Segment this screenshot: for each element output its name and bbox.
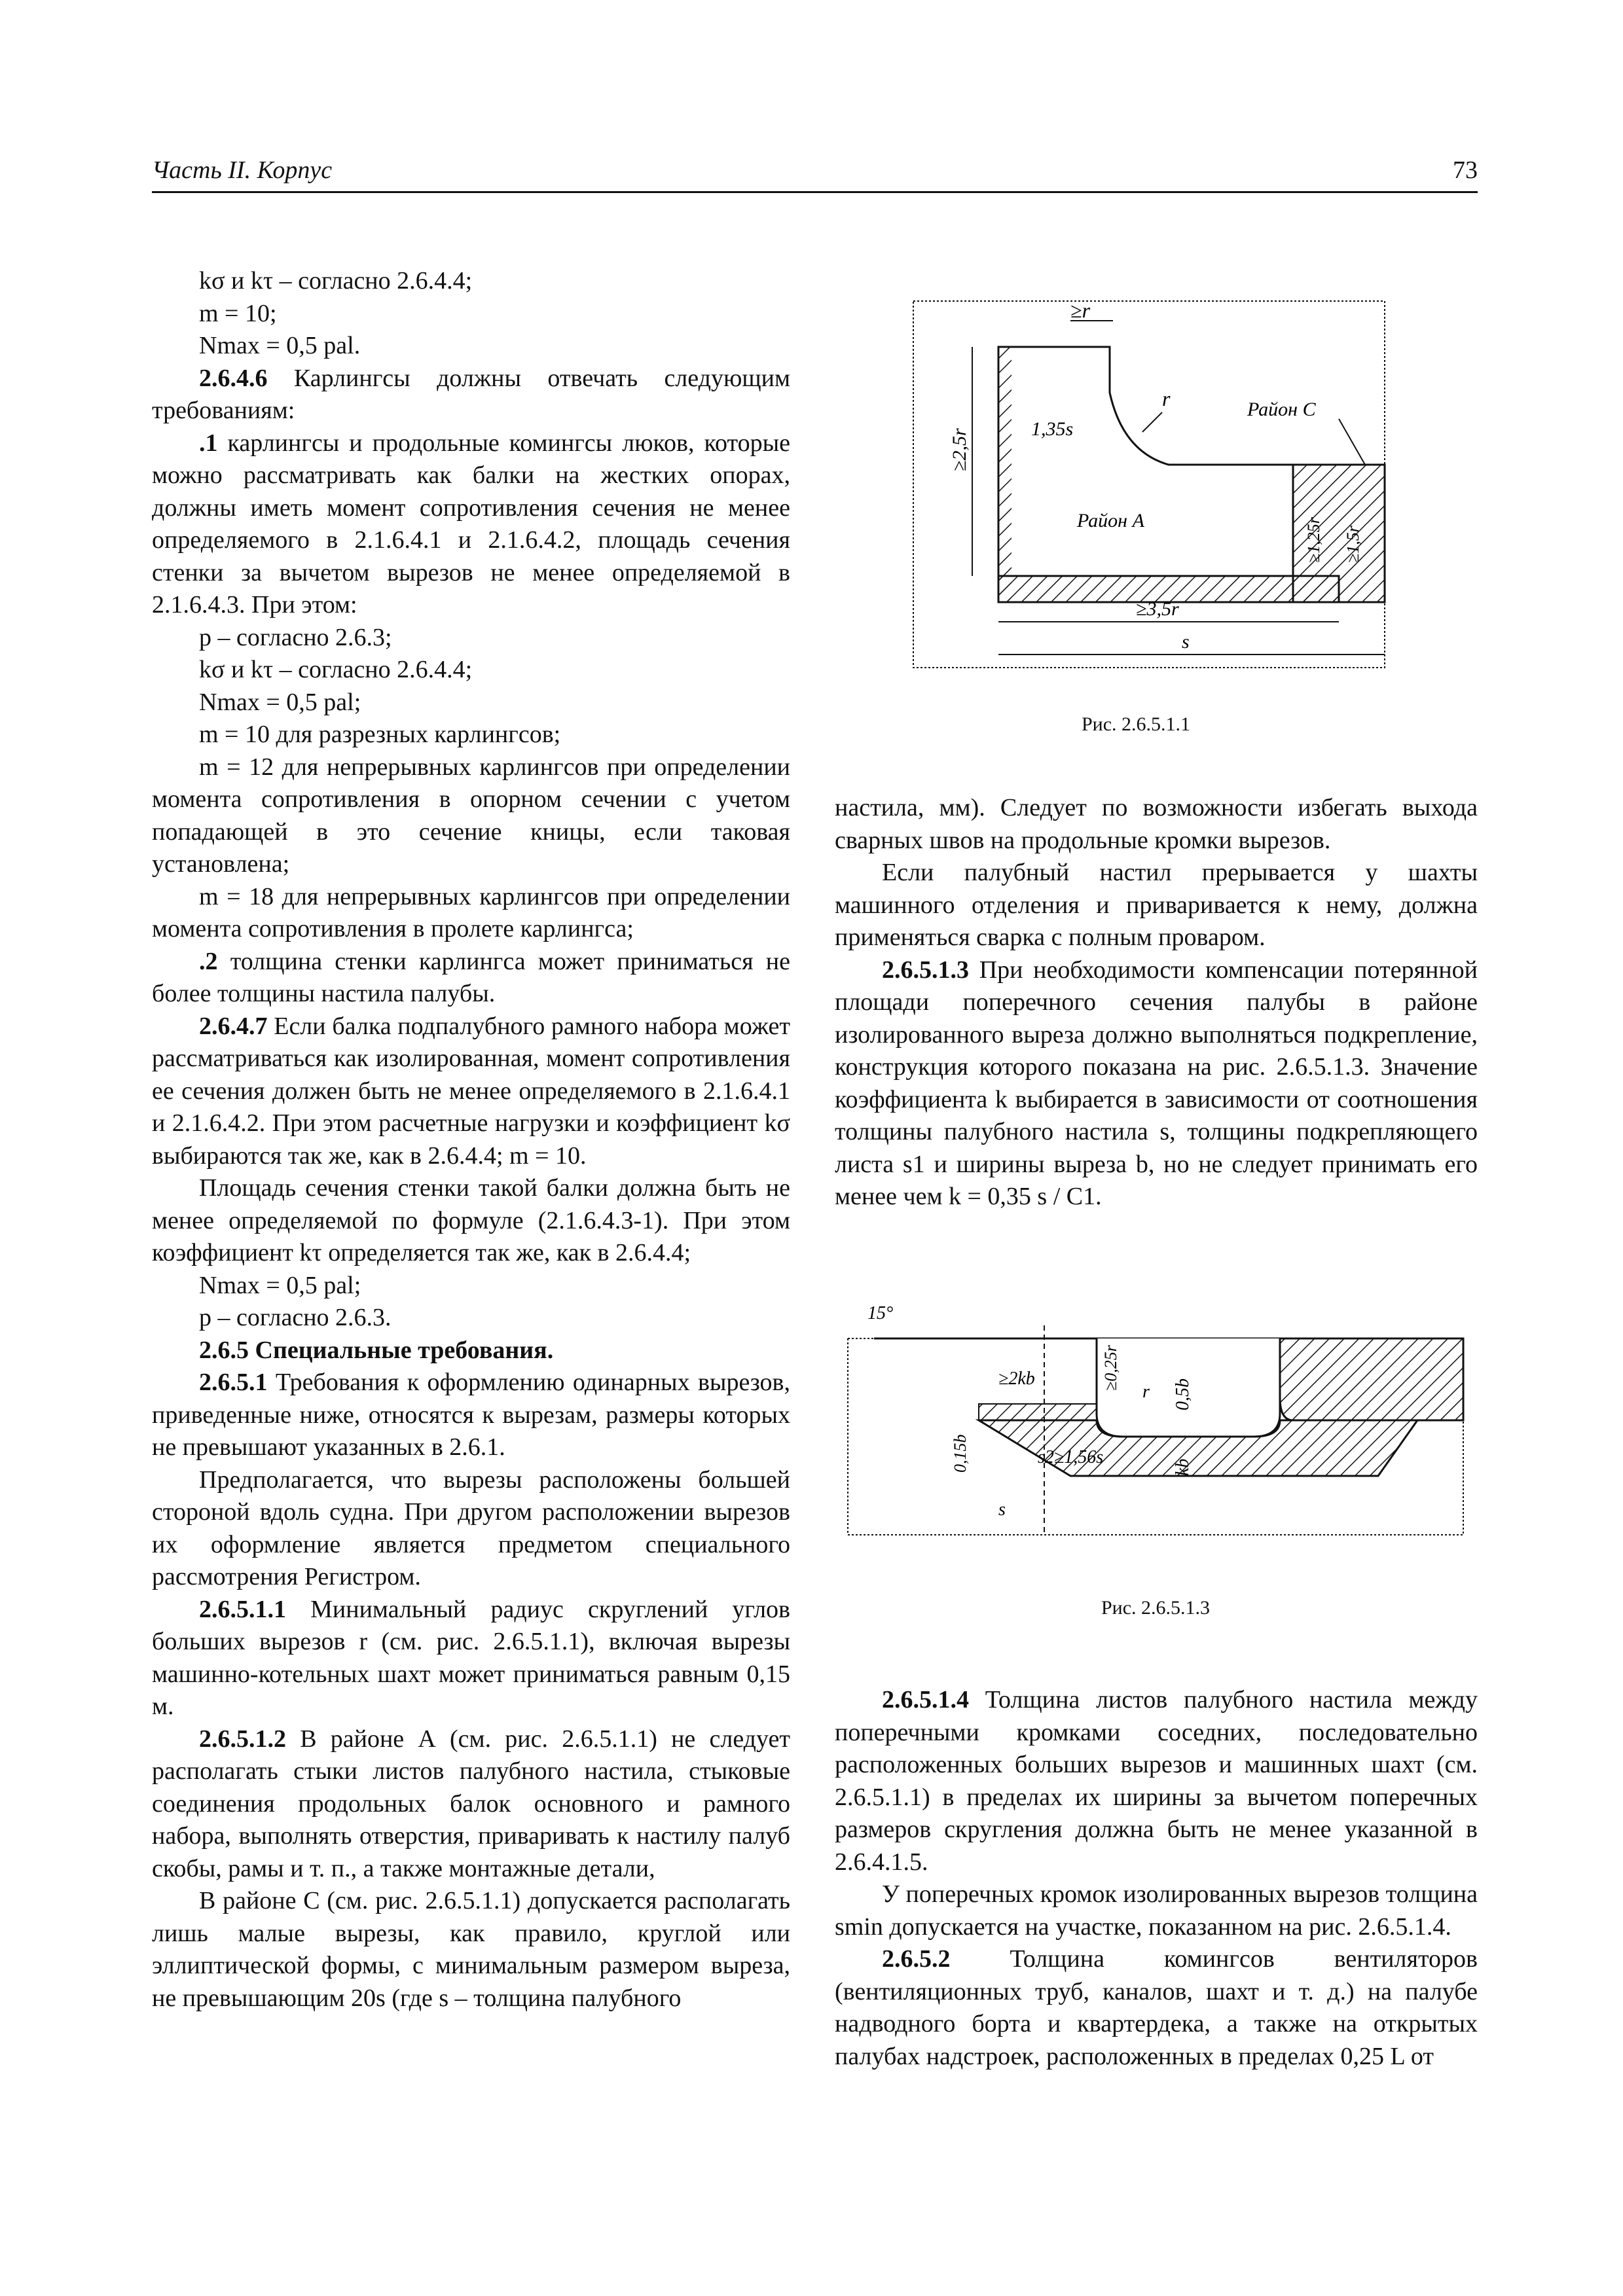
paragraph: [152, 363, 790, 427]
fig1-zone-a: Район A: [1077, 510, 1144, 531]
paragraph: [152, 719, 790, 751]
fig2-label-kb: kb: [1173, 1458, 1193, 1476]
clause-number: 2.6.4.6: [199, 364, 268, 392]
paragraph-text: kσ и kτ – согласно 2.6.4.4;: [199, 656, 473, 683]
paragraph: [152, 1270, 790, 1302]
figure-2-6-5-1-3-drawing: [835, 1299, 1476, 1548]
paragraph-text: Nmax = 0,5 pal.: [199, 332, 361, 359]
paragraph: [152, 1367, 790, 1464]
clause-number: 2.6.5.1.2: [199, 1725, 286, 1753]
fig1-label-top: ≥r: [1070, 298, 1091, 322]
paragraph: [152, 751, 790, 881]
paragraph: [152, 654, 790, 687]
header-title: Часть II. Корпус: [152, 156, 333, 184]
header-rule: [152, 191, 1478, 193]
paragraph-text: настила, мм). Следует по возможности избегать выхода сварных швов на продольные кромки вырезов.: [835, 794, 1478, 854]
paragraph: [152, 298, 790, 331]
paragraph-text: Nmax = 0,5 pal;: [199, 688, 361, 716]
paragraph-text: Минимальный радиус скруглений углов больших вырезов r (см. рис. 2.6.5.1.1), включая вырезы машинно-котельных шахт может приниматься равным 0,15 м.: [152, 1595, 790, 1720]
paragraph-text: Толщина комингсов вентиляторов (вентиляционных труб, каналов, шахт и т. д.) на палубе надводного борта и квартердека, а также на открытых палубах надстроек, расположенных в пределах 0,25 L от: [835, 1945, 1478, 2070]
fig1-label-125: ≥1,25r: [1304, 517, 1323, 563]
fig1-label-135: 1,35s: [1031, 418, 1074, 440]
fig1-label-35: ≥3,5r: [1136, 598, 1179, 620]
fig1-zone-c: Район C: [1247, 399, 1316, 420]
fig1-label-r: r: [1162, 387, 1171, 410]
fig2-label-s: s: [998, 1499, 1006, 1520]
fig1-label-s: s: [1182, 631, 1190, 653]
paragraph: [152, 687, 790, 719]
clause-number: 2.6.5.1: [199, 1369, 268, 1396]
paragraph-text: В районе А (см. рис. 2.6.5.1.1) не следует располагать стыки листов палубного настила, стыковые соединения продольных балок основного и рамного набора, выполнять отверстия, приваривать к настилу палуб скобы, рамы и т. п., а также монтажные детали,: [152, 1725, 790, 1882]
paragraph: [152, 265, 790, 298]
page-number: 73: [1453, 156, 1478, 184]
paragraph: [152, 1011, 790, 1173]
fig2-label-015b: 0,15b: [951, 1434, 970, 1473]
fig2-label-025: ≥0,25r: [1101, 1345, 1120, 1391]
paragraph: [835, 1878, 1478, 1943]
figure-2-6-5-1-3: [835, 1299, 1476, 1548]
paragraph: [152, 1302, 790, 1335]
paragraph: [152, 1335, 790, 1367]
figure-2-6-5-1-1: [874, 275, 1398, 681]
paragraph-text: Если балка подпалубного рамного набора может рассматриваться как изолированная, момент сопротивления ее сечения должен быть не менее определяемого в 2.1.6.4.1 и 2.1.6.4.2. При этом расчетные нагрузки и коэффициент kσ выбираются так же, как в 2.6.4.4; m = 10.: [152, 1012, 790, 1170]
paragraph: [152, 1594, 790, 1723]
fig2-label-r: r: [1142, 1382, 1150, 1402]
paragraph: [835, 954, 1478, 1213]
paragraph-text: p – согласно 2.6.3.: [199, 1304, 392, 1331]
paragraph-text: Предполагается, что вырезы расположены большей стороной вдоль судна. При другом расположении вырезов их оформление является предметом специального рассмотрения Регистром.: [152, 1465, 790, 1590]
paragraph: [152, 622, 790, 655]
paragraph-text: m = 10;: [199, 299, 277, 327]
clause-number: 2.6.5.1.3: [882, 956, 969, 984]
clause-number: 2.6.4.7: [199, 1012, 268, 1040]
fig2-label-deg: 15°: [867, 1303, 894, 1323]
clause-number: 2.6.5 Специальные требования.: [199, 1336, 554, 1364]
fig2-label-2kb: ≥2kb: [998, 1369, 1035, 1389]
running-header: [152, 156, 1478, 195]
paragraph: [835, 857, 1478, 954]
right-column-top: [835, 792, 1478, 1213]
paragraph-text: У поперечных кромок изолированных вырезов толщина smin допускается на участке, показанном на рис. 2.6.5.1.4.: [835, 1880, 1478, 1941]
clause-number: 2.6.5.1.4: [882, 1686, 969, 1713]
paragraph-text: В районе С (см. рис. 2.6.5.1.1) допускается располагать лишь малые вырезы, как правило, круглой или эллиптической формы, с минимальным размером выреза, не превышающим 20s (где s – толщина палубного: [152, 1887, 790, 2012]
fig2-label-05b: 0,5b: [1173, 1378, 1193, 1410]
clause-number: 2.6.5.2: [882, 1945, 951, 1973]
paragraph-text: p – согласно 2.6.3;: [199, 623, 392, 651]
paragraph-text: m = 12 для непрерывных карлингсов при определении момента сопротивления в опорном сечении с учетом попадающей в это сечение кницы, если таковая установлена;: [152, 753, 790, 878]
paragraph-text: Nmax = 0,5 pal;: [199, 1271, 361, 1299]
figure-2-6-5-1-1-drawing: [874, 275, 1398, 681]
paragraph-text: m = 10 для разрезных карлингсов;: [199, 721, 561, 748]
paragraph: [152, 1723, 790, 1886]
paragraph: [152, 330, 790, 363]
clause-number: .1: [199, 429, 218, 457]
paragraph: [152, 1172, 790, 1270]
paragraph-text: Требования к оформлению одинарных вырезов, приведенные ниже, относятся к вырезам, размеры которых не превышают указанных в 2.6.1.: [152, 1369, 790, 1461]
clause-number: .2: [199, 947, 218, 975]
fig1-label-15: ≥1,5r: [1343, 526, 1362, 563]
fig1-label-left: ≥2,5r: [949, 428, 970, 471]
paragraph: [152, 946, 790, 1011]
paragraph-text: Если палубный настил прерывается у шахты машинного отделения и приваривается к нему, должна применяться сварка с полным проваром.: [835, 859, 1478, 951]
paragraph-text: толщина стенки карлингса может приниматься не более толщины настила палубы.: [152, 947, 790, 1007]
paragraph-text: kσ и kτ – согласно 2.6.4.4;: [199, 267, 473, 295]
clause-number: 2.6.5.1.1: [199, 1595, 286, 1623]
paragraph: [152, 1464, 790, 1594]
fig2-label-s2: s2≥1,56s: [1038, 1447, 1104, 1467]
paragraph-text: Площадь сечения стенки такой балки должна быть не менее определяемой по формуле (2.1.6.4.3-1). При этом коэффициент kτ определяется так же, как в 2.6.4.4;: [152, 1174, 790, 1266]
paragraph-text: Карлингсы должны отвечать следующим требованиям:: [152, 364, 790, 424]
paragraph-text: m = 18 для непрерывных карлингсов при определении момента сопротивления в пролете карлингса;: [152, 882, 790, 942]
paragraph: [152, 1885, 790, 2015]
figure-2-6-5-1-3-caption: Рис. 2.6.5.1.3: [1101, 1597, 1211, 1619]
paragraph-text: карлингсы и продольные комингсы люков, которые можно рассматривать как балки на жестких опорах, должны иметь момент сопротивления сечения не менее определяемого в 2.1.6.4.1 и 2.1.6.4.2, площадь сечения стенки за вычетом вырезов не менее определяемой в 2.1.6.4.3. При этом:: [152, 429, 790, 619]
paragraph-text: При необходимости компенсации потерянной площади поперечного сечения палубы в районе изолированного выреза должно выполняться подкрепление, конструкция которого показана на рис. 2.6.5.1.3. Значение коэффициента k выбирается в зависимости от соотношения толщины палубного настила s, толщины подкрепляющего листа s1 и ширины выреза b, но не следует принимать его менее чем k = 0,35 s / C1.: [835, 956, 1478, 1210]
paragraph: [835, 1943, 1478, 2073]
paragraph: [152, 881, 790, 946]
paragraph: [152, 427, 790, 622]
left-column: [152, 265, 790, 2015]
paragraph-text: Толщина листов палубного настила между поперечными кромками соседних, последовательно расположенных больших вырезов и машинных шахт (см. 2.6.5.1.1) в пределах их ширины за вычетом поперечных размеров скругления должна быть не менее указанной в 2.6.4.1.5.: [835, 1686, 1478, 1876]
paragraph: [835, 792, 1478, 857]
figure-2-6-5-1-1-caption: Рис. 2.6.5.1.1: [1081, 713, 1191, 735]
right-column-bottom: [835, 1684, 1478, 2073]
paragraph: [835, 1684, 1478, 1878]
